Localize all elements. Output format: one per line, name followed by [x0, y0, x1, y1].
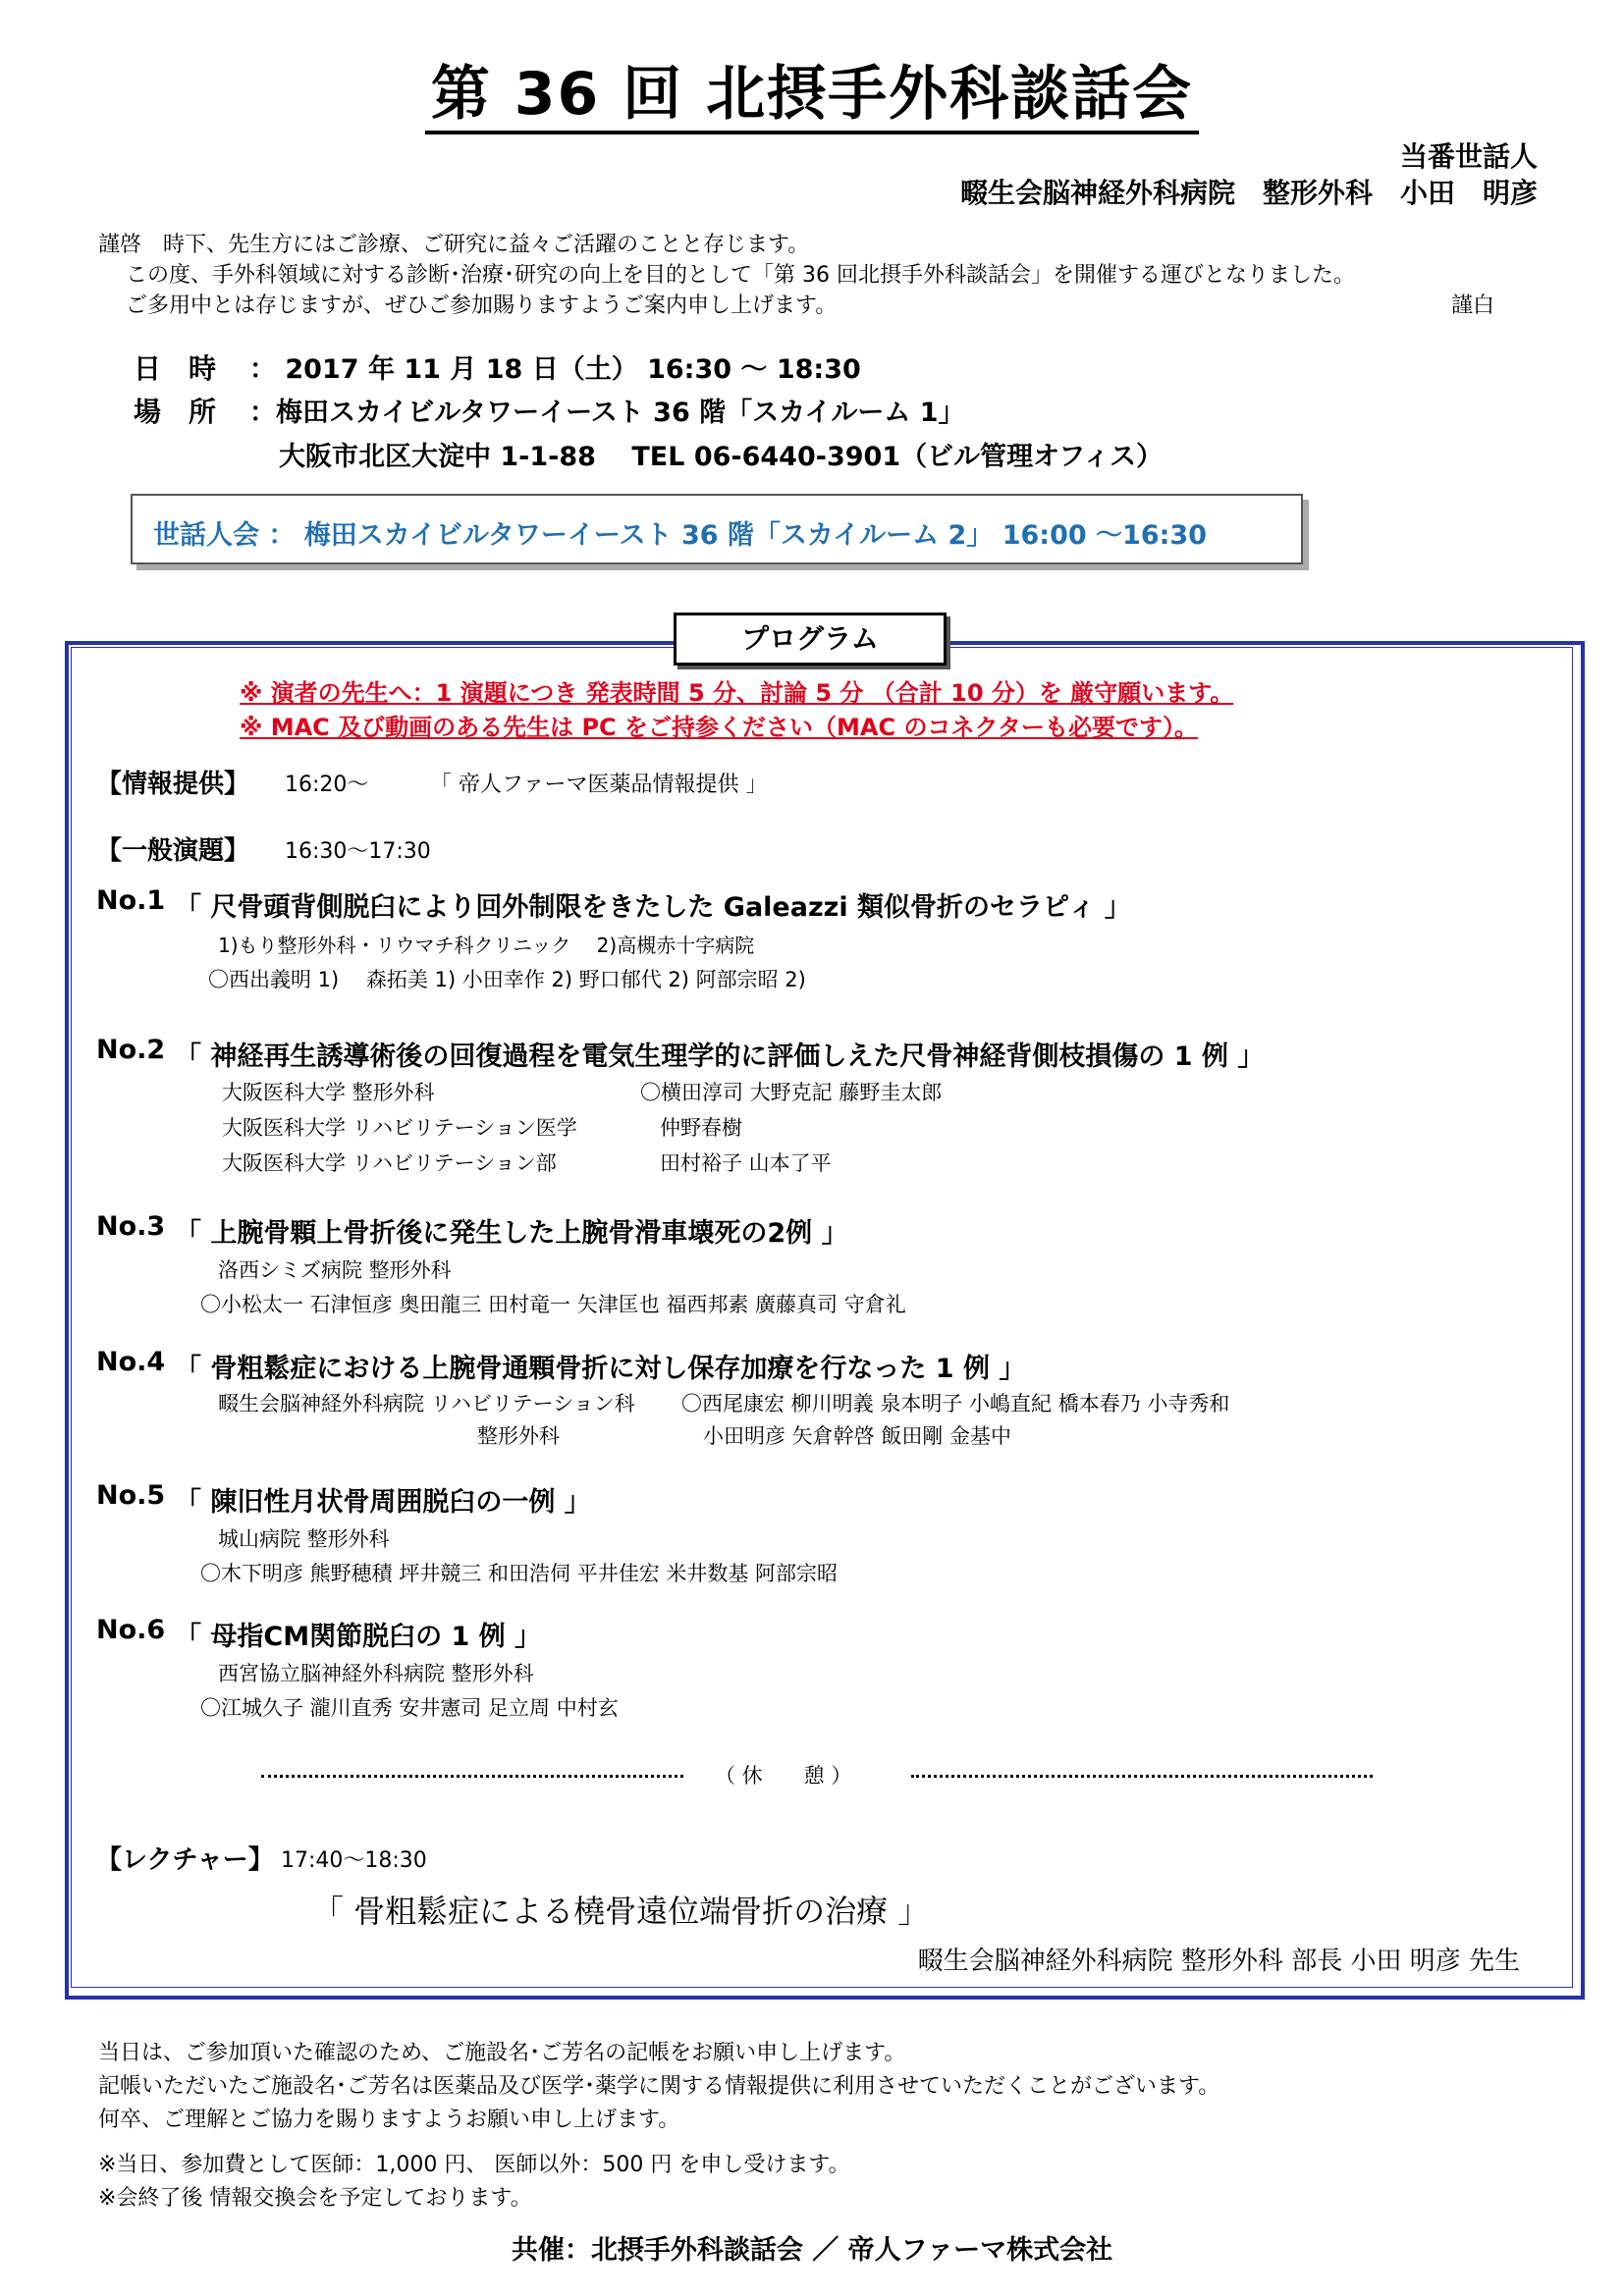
footer-line-3: 何卒、ご理解とご協力を賜りますようお願い申し上げます。 — [98, 2108, 680, 2132]
greeting-closing: 謹白 — [1451, 294, 1495, 318]
talk-4-affiliation-1: 畷生会脳神経外科病院 リハビリテーション科 — [218, 1392, 635, 1415]
talk-5-affiliation: 城山病院 整形外科 — [218, 1527, 390, 1551]
general-time: 16:30～17:30 — [285, 839, 431, 864]
place-label: 場 所 — [134, 396, 217, 428]
talk-1-title: 「 尺骨頭背側脱臼により回外制限をきたした Galeazzi 類似骨折のセラピィ 」 — [175, 892, 1131, 923]
date-label: 日 時 — [134, 352, 217, 385]
talk-3-affiliation: 洛西シミズ病院 整形外科 — [218, 1258, 452, 1282]
talk-1-authors: 〇西出義明 1) 森拓美 1) 小田幸作 2) 野口郁代 2) 阿部宗昭 2) — [208, 968, 806, 991]
info-section-title: 【情報提供】 — [96, 770, 250, 799]
greeting-line-1: 謹啓 時下、先生方にはご診療、ご研究に益々ご活躍のことと存じます。 — [98, 233, 810, 257]
talk-2-authors-1: 〇横田淳司 大野克記 藤野圭太郎 — [640, 1081, 943, 1104]
program-label: プログラム — [674, 613, 947, 666]
info-time: 16:20～ — [285, 773, 369, 797]
talk-5-no: No.5 — [96, 1480, 166, 1511]
date-value: ： 2017 年 11 月 18 日（土） 16:30 ～ 18:30 — [249, 354, 861, 385]
program-note-1: ※ 演者の先生へ：1 演題につき 発表時間 5 分、討論 5 分 （合計 10 分）を 厳守願います。 — [240, 679, 1234, 707]
talk-1-affiliation: 1)もり整形外科・リウマチ科クリニック 2)高槻赤十字病院 — [218, 934, 755, 957]
host-affiliation: 畷生会脳神経外科病院 整形外科 小田 明彦 — [959, 177, 1538, 209]
talk-3-authors: 〇小松太一 石津恒彦 奥田龍三 田村竜一 矢津匡也 福西邦素 廣藤真司 守倉礼 — [200, 1293, 906, 1316]
footer-fee: ※当日、参加費として医師：1,000 円、 医師以外：500 円 を申し受けます。 — [98, 2153, 850, 2177]
info-content: 「 帝人ファーマ医薬品情報提供 」 — [430, 773, 768, 797]
talk-1-no: No.1 — [96, 885, 166, 916]
talk-6-authors: 〇江城久子 瀧川直秀 安井憲司 足立周 中村玄 — [200, 1696, 619, 1720]
break-label: （ 休 憩 ） — [715, 1764, 852, 1788]
talk-6-affiliation: 西宮協立脳神経外科病院 整形外科 — [218, 1662, 534, 1685]
footer-exchange: ※会終了後 情報交換会を予定しております。 — [98, 2186, 532, 2211]
talk-5-authors: 〇木下明彦 熊野穂積 坪井競三 和田浩伺 平井佳宏 米井数基 阿部宗昭 — [200, 1562, 839, 1585]
lecturer: 畷生会脳神経外科病院 整形外科 部長 小田 明彦 先生 — [917, 1947, 1520, 1976]
page-title: 第 36 回 北摂手外科談話会 — [0, 47, 1624, 132]
program-note-2: ※ MAC 及び動画のある先生は PC をご持参ください（MAC のコネクターも必要です）。 — [240, 714, 1198, 741]
talk-2-authors-2: 仲野春樹 — [660, 1116, 742, 1140]
talk-2-affiliation-1: 大阪医科大学 整形外科 — [222, 1081, 435, 1104]
lecture-section-title: 【レクチャー】 — [96, 1845, 274, 1875]
talk-2-no: No.2 — [96, 1035, 166, 1065]
talk-2-authors-3: 田村裕子 山本了平 — [660, 1151, 832, 1175]
lecture-topic: 「 骨粗鬆症による橈骨遠位端骨折の治療 」 — [312, 1893, 930, 1930]
footer-line-1: 当日は、ご参加頂いた確認のため、ご施設名･ご芳名の記帳をお願い申し上げます。 — [98, 2041, 906, 2065]
talk-4-no: No.4 — [96, 1347, 166, 1377]
talk-6-no: No.6 — [96, 1615, 166, 1645]
general-section-title: 【一般演題】 — [96, 836, 250, 866]
lecture-time: 17:40～18:30 — [281, 1848, 427, 1873]
talk-3-no: No.3 — [96, 1211, 166, 1242]
talk-2-title: 「 神経再生誘導術後の回復過程を電気生理学的に評価しえた尺骨神経背側枝損傷の 1 例 」 — [175, 1041, 1265, 1072]
talk-2-affiliation-3: 大阪医科大学 リハビリテーション部 — [222, 1151, 557, 1175]
talk-4-authors-1: 〇西尾康宏 柳川明義 泉本明子 小嶋直紀 橋本春乃 小寺秀和 — [681, 1392, 1230, 1415]
preconference-text: 世話人会 ： 梅田スカイビルタワーイースト 36 階「スカイルーム 2」 16:00 ～16:30 — [153, 520, 1207, 551]
footer-line-2: 記帳いただいたご施設名･ご芳名は医薬品及び医学･薬学に関する情報提供に利用させていただくことがございます。 — [98, 2074, 1220, 2099]
talk-4-title: 「 骨粗鬆症における上腕骨通顆骨折に対し保存加療を行なった 1 例 」 — [175, 1354, 1026, 1384]
break-dots-left — [261, 1775, 683, 1778]
talk-4-affiliation-2: 整形外科 — [477, 1424, 560, 1448]
talk-6-title: 「 母指CM関節脱臼の 1 例 」 — [175, 1622, 542, 1652]
greeting-line-2: この度、手外科領域に対する診断･治療･研究の向上を目的として「第 36 回北摂手外科談話会」を開催する運びとなりました。 — [126, 263, 1355, 288]
place-value: ：梅田スカイビルタワーイースト 36 階「スカイルーム 1」 — [249, 398, 965, 428]
host-label: 当番世話人 — [1399, 140, 1538, 173]
talk-3-title: 「 上腕骨顆上骨折後に発生した上腕骨滑車壊死の2例 」 — [175, 1218, 848, 1249]
place-address: 大阪市北区大淀中 1-1-88 TEL 06-6440-3901（ビル管理オフィス） — [279, 442, 1164, 472]
greeting-line-3: ご多用中とは存じますが、ぜひご参加賜りますようご案内申し上げます。 — [126, 294, 838, 318]
break-dots-right — [911, 1775, 1373, 1778]
talk-2-affiliation-2: 大阪医科大学 リハビリテーション医学 — [222, 1116, 577, 1140]
talk-5-title: 「 陳旧性月状骨周囲脱臼の一例 」 — [175, 1487, 591, 1518]
talk-4-authors-2: 小田明彦 矢倉幹啓 飯田剛 金基中 — [703, 1424, 1012, 1448]
footer-sponsors: 共催：北摂手外科談話会 ／ 帝人ファーマ株式会社 — [511, 2235, 1113, 2266]
